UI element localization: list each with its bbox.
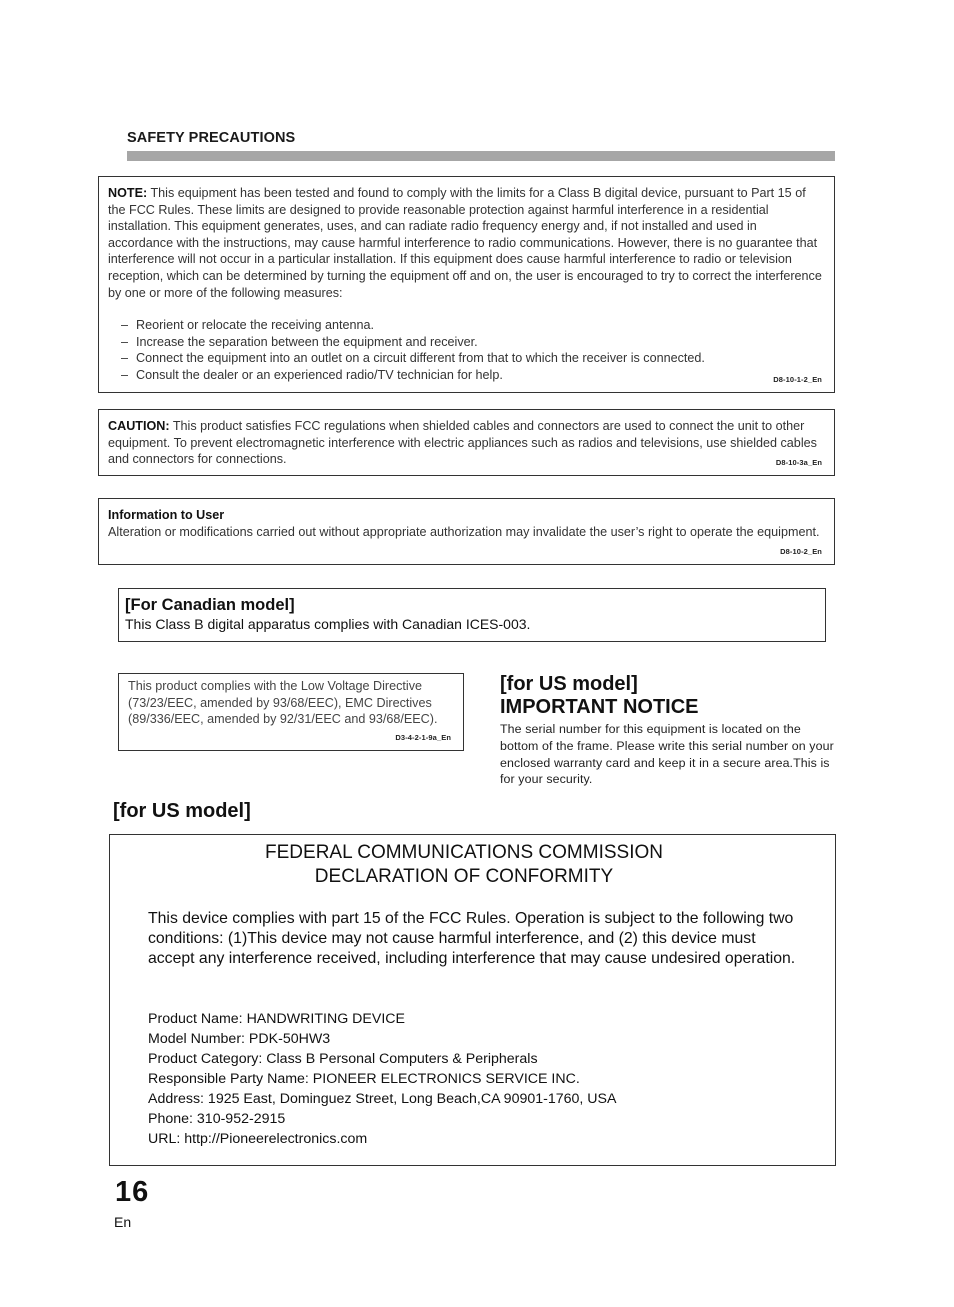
measures-list: [108, 317, 825, 383]
list-item: – Reorient or relocate the receiving antenna.: [108, 317, 825, 334]
fcc-title-line1: FEDERAL COMMUNICATIONS COMMISSION: [265, 842, 663, 863]
info-text: Alteration or modifications carried out without appropriate authorization may invalidate the user’s right to operate the equipment.: [108, 524, 820, 539]
note-text: This equipment has been tested and found to comply with the limits for a Class B digital device, pursuant to Part 15 of the FCC Rules. These limits are designed to provide reasonable protection against harmful interference in a residential installation. This equipment generates, uses, and can radiate radio frequency energy and, if not installed and used in accordance with the instructions, may cause harmful interference to radio communications. However, there is no guarantee that interference will not occur in a particular installation. If this equipment does cause harmful interference to radio or television reception, which can be determined by turning the equipment off and on, the user is encouraged to try to correct the interference by one or more of the following measures:: [108, 186, 822, 300]
important-notice: [500, 673, 840, 788]
list-item: – Consult the dealer or an experienced radio/TV technician for help.: [108, 367, 825, 384]
page-number: 16: [115, 1176, 150, 1208]
list-item: – Connect the equipment into an outlet on a circuit different from that to which the receiver is connected.: [108, 350, 825, 367]
important-notice-text: The serial number for this equipment is located on the bottom of the frame. Please write this serial number on your enclosed warranty card and keep it in a secure area.This is for your security.: [500, 722, 834, 787]
caution-paragraph: [108, 418, 825, 468]
important-notice-heading: IMPORTANT NOTICE: [500, 696, 699, 718]
fcc-note-box: [98, 176, 835, 393]
canadian-model-box: [118, 588, 826, 642]
fcc-body: This device complies with part 15 of the FCC Rules. Operation is subject to the following two conditions: (1)This device may not cause harmful interference, and (2) this device must accept any interference received, including interference that may cause undesired operation.: [148, 910, 796, 967]
phone: Phone: 310-952-2915: [148, 1111, 286, 1127]
info-title: Information to User: [108, 508, 225, 522]
product-name: Product Name: HANDWRITING DEVICE: [148, 1011, 405, 1027]
info-code: D8-10-2_En: [780, 547, 822, 556]
caution-text: This product satisfies FCC regulations when shielded cables and connectors are used to connect the unit to other equipment. To prevent electromagnetic interference with electric appliances such as radios and televisions, use shielded cables and connectors for connections.: [108, 419, 817, 467]
information-to-user-box: [98, 498, 835, 565]
fcc-title-line2: DECLARATION OF CONFORMITY: [314, 866, 614, 887]
caution-label: CAUTION:: [108, 419, 170, 433]
url: URL: http://Pioneerelectronics.com: [148, 1131, 368, 1147]
note-paragraph: [108, 185, 825, 301]
note-label: NOTE:: [108, 186, 148, 200]
list-item: – Increase the separation between the equipment and receiver.: [108, 334, 825, 351]
us-notice-heading: [for US model]: [500, 673, 638, 695]
address: Address: 1925 East, Dominguez Street, Long Beach,CA 90901-1760, USA: [148, 1091, 617, 1107]
note-code: D8-10-1-2_En: [773, 375, 822, 384]
responsible-party: Responsible Party Name: PIONEER ELECTRONICS SERVICE INC.: [148, 1071, 580, 1087]
caution-box: [98, 409, 835, 476]
language-label: En: [114, 1214, 132, 1230]
canadian-title: [For Canadian model]: [125, 596, 295, 614]
section-title: SAFETY PRECAUTIONS: [127, 130, 296, 146]
model-number: Model Number: PDK-50HW3: [148, 1031, 331, 1047]
caution-code: D8-10-3a_En: [775, 458, 822, 467]
fcc-details: [148, 1009, 616, 1149]
lvd-text: This product complies with the Low Voltage Directive (73/23/EEC, amended by 93/68/EEC), EMC Directives (89/336/EEC, amended by 92/31/EEC and 93/68/EEC).: [128, 679, 438, 727]
canadian-text: This Class B digital apparatus complies with Canadian ICES-003.: [125, 616, 531, 632]
us-model-heading: [for US model]: [113, 800, 251, 822]
lvd-code: D3-4-2-1-9a_En: [395, 733, 451, 742]
fcc-declaration-box: [109, 834, 836, 1166]
section-divider-bar: [127, 151, 835, 161]
product-category: Product Category: Class B Personal Computers & Peripherals: [148, 1051, 538, 1067]
low-voltage-directive-box: [118, 673, 464, 751]
